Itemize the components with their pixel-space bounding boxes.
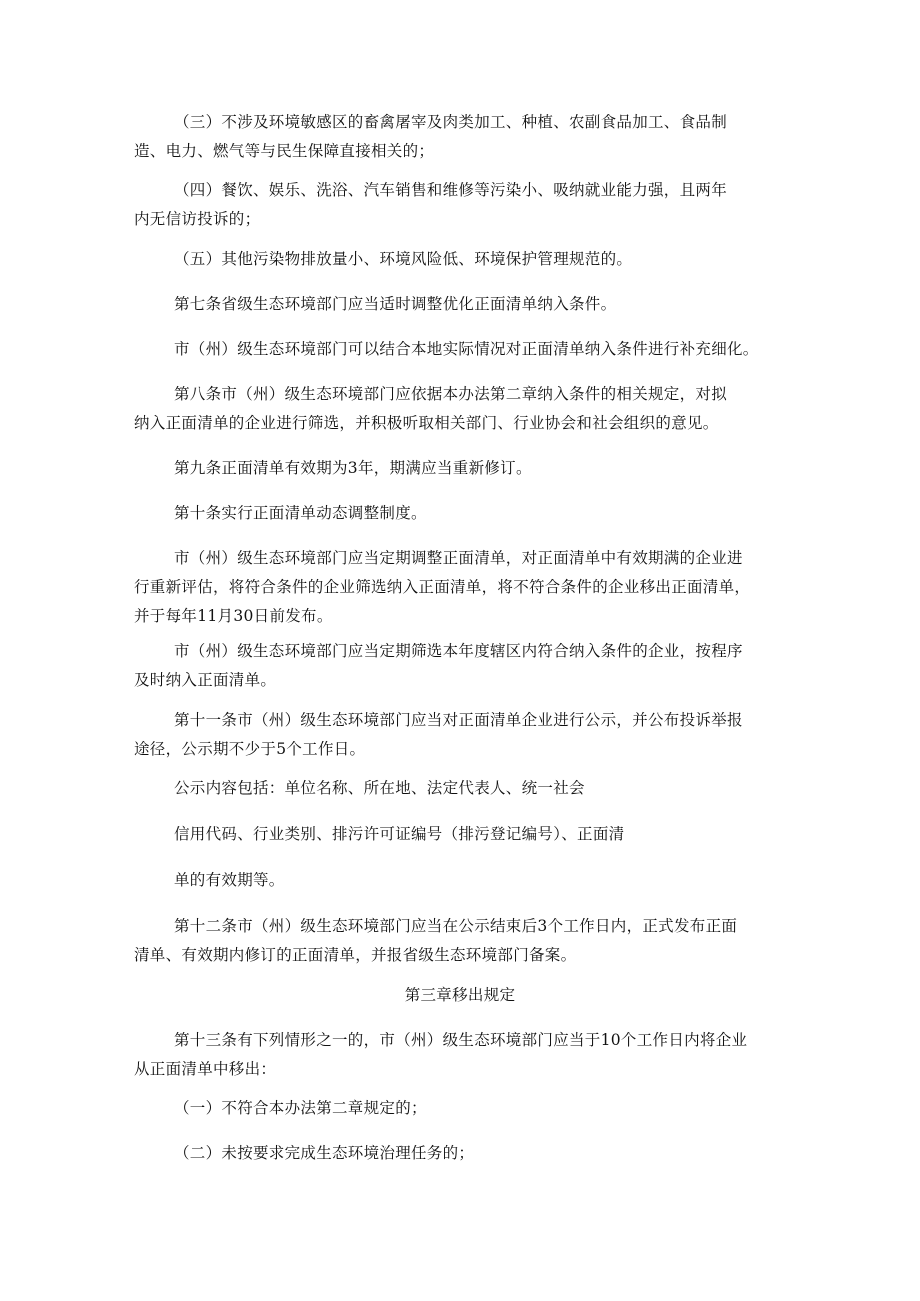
- paragraph-line: 行重新评估，将符合条件的企业筛选纳入正面清单，将不符合条件的企业移出正面清单，: [134, 578, 751, 596]
- paragraph-article-10-screen: [134, 637, 786, 695]
- paragraph-line: 从正面清单中移出：: [134, 1060, 277, 1078]
- paragraph-article-10-adjust: [134, 544, 786, 631]
- paragraph-item-1: [134, 1094, 786, 1123]
- paragraph-line: （三）不涉及环境敏感区的畜禽屠宰及肉类加工、种植、农副食品加工、食品制: [174, 113, 728, 131]
- paragraph-article-13: [134, 1026, 786, 1084]
- paragraph-line: 第九条正面清单有效期为3年，期满应当重新修订。: [174, 459, 532, 477]
- paragraph-publicity-content-1: [134, 774, 786, 803]
- paragraph-item-3: [134, 108, 786, 166]
- paragraph-line: 并于每年11月30日前发布。: [134, 607, 333, 625]
- chapter-heading: 第三章移出规定: [404, 986, 516, 1004]
- paragraph-article-7-supplement: [134, 335, 786, 364]
- paragraph-line: 第十三条有下列情形之一的，市（州）级生态环境部门应当于10个工作日内将企业: [174, 1031, 748, 1049]
- paragraph-line: 市（州）级生态环境部门应当定期调整正面清单，对正面清单中有效期满的企业进: [174, 549, 743, 567]
- paragraph-line: 市（州）级生态环境部门应当定期筛选本年度辖区内符合纳入条件的企业，按程序: [174, 642, 743, 660]
- paragraph-item-4: [134, 176, 786, 234]
- paragraph-publicity-content-3: [134, 866, 786, 895]
- paragraph-article-9: [134, 454, 786, 483]
- paragraph-line: 第十条实行正面清单动态调整制度。: [174, 504, 427, 522]
- paragraph-item-2: [134, 1139, 786, 1168]
- paragraph-line: 清单、有效期内修订的正面清单，并报省级生态环境部门备案。: [134, 946, 577, 964]
- paragraph-line: 市（州）级生态环境部门可以结合本地实际情况对正面清单纳入条件进行补充细化。: [174, 340, 759, 358]
- paragraph-line: （四）餐饮、娱乐、洗浴、汽车销售和维修等污染小、吸纳就业能力强，且两年: [174, 181, 728, 199]
- paragraph-article-11: [134, 706, 786, 764]
- paragraph-line: 造、电力、燃气等与民生保障直接相关的；: [134, 142, 435, 160]
- paragraph-publicity-content-2: [134, 820, 786, 849]
- paragraph-line: 单的有效期等。: [174, 871, 285, 889]
- paragraph-line: 第七条省级生态环境部门应当适时调整优化正面清单纳入条件。: [174, 295, 617, 313]
- paragraph-article-12: [134, 912, 786, 970]
- paragraph-line: （二）未按要求完成生态环境治理任务的；: [174, 1144, 475, 1162]
- paragraph-line: 公示内容包括：单位名称、所在地、法定代表人、统一社会: [174, 779, 585, 797]
- paragraph-line: 途径，公示期不少于5个工作日。: [134, 740, 366, 758]
- paragraph-line: 纳入正面清单的企业进行筛选，并积极听取相关部门、行业协会和社会组织的意见。: [134, 414, 719, 432]
- paragraph-line: （五）其他污染物排放量小、环境风险低、环境保护管理规范的。: [174, 250, 633, 268]
- paragraph-line: 第十一条市（州）级生态环境部门应当对正面清单企业进行公示，并公布投诉举报: [174, 711, 743, 729]
- paragraph-line: 及时纳入正面清单。: [134, 671, 277, 689]
- paragraph-line: 第十二条市（州）级生态环境部门应当在公示结束后3个工作日内，正式发布正面: [174, 917, 738, 935]
- paragraph-item-5: [134, 245, 786, 274]
- paragraph-line: （一）不符合本办法第二章规定的；: [174, 1099, 427, 1117]
- paragraph-article-7: [134, 290, 786, 319]
- paragraph-article-8: [134, 380, 786, 438]
- paragraph-line: 第八条市（州）级生态环境部门应依据本办法第二章纳入条件的相关规定，对拟: [174, 385, 728, 403]
- paragraph-line: 信用代码、行业类别、排污许可证编号（排污登记编号）、正面清: [174, 825, 625, 843]
- paragraph-article-10: [134, 499, 786, 528]
- paragraph-line: 内无信访投诉的；: [134, 210, 261, 228]
